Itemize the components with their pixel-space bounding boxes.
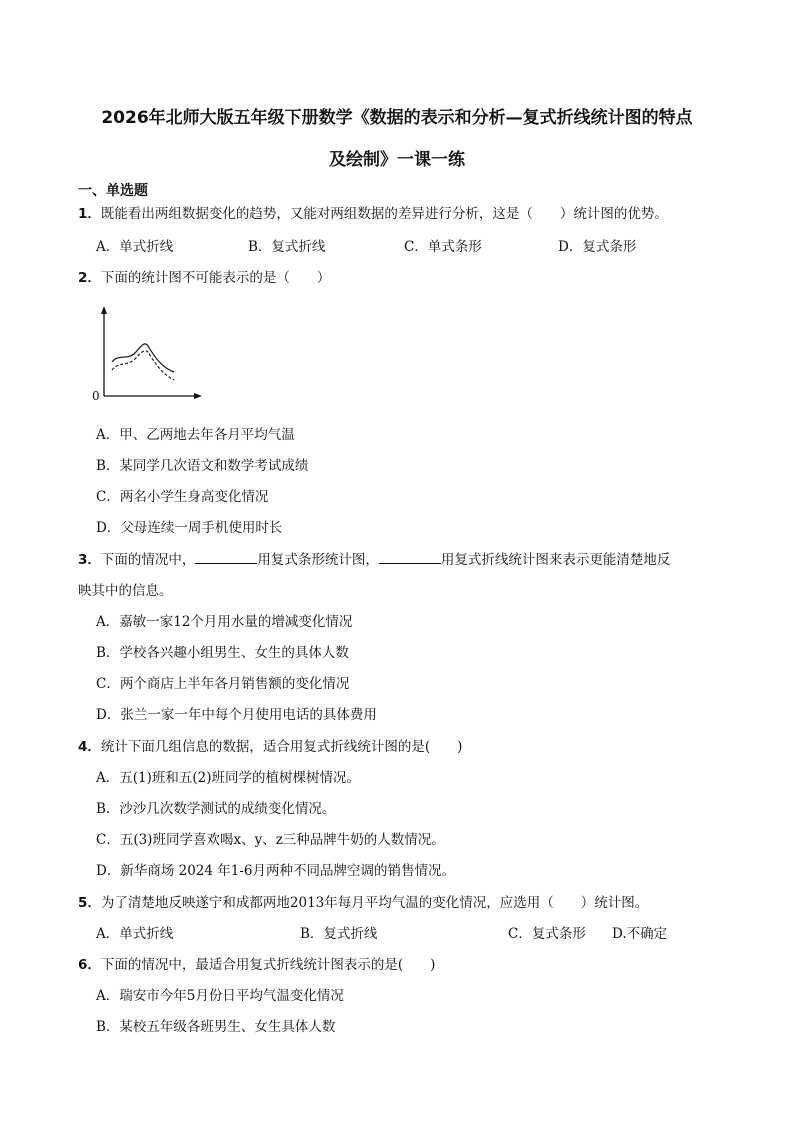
option-b: B．沙沙几次数学测试的成绩变化情况。 [96,801,336,817]
question-1-options [96,237,736,257]
question-text-part-3: 用复式折线统计图来表示更能清楚地反 [440,552,671,568]
option-a: A．甲、乙两地去年各月平均气温 [96,427,295,443]
option-b: B．某校五年级各班男生、女生具体人数 [96,1019,336,1035]
question-text: 既能看出两组数据变化的趋势，又能对两组数据的差异进行分析，这是（ ）统计图的优势。 [100,206,668,222]
option-d: D．父母连续一周手机使用时长 [96,520,283,536]
option-a: A．单式折线 [96,239,174,255]
section-heading: 一、单选题 [78,183,148,199]
option-d: D．张兰一家一年中每个月使用电话的具体费用 [96,707,377,723]
question-3 [78,545,728,576]
option-d: D．新华商场 2024 年1-6月两种不同品牌空调的销售情况。 [96,863,456,879]
question-number: 2． [78,270,101,286]
question-text: 统计下面几组信息的数据，适合用复式折线统计图的是( ) [100,739,463,755]
question-text-part-1: 下面的情况中， [100,552,196,568]
question-3-line-2: 映其中的信息。 [78,583,173,599]
question-number: 1． [78,206,101,222]
question-5 [78,888,728,919]
question-2 [78,263,728,294]
option-a: A．单式折线 [96,926,174,942]
question-number: 4． [78,739,101,755]
option-c: C．单式条形 [404,239,482,255]
option-c: C．五(3)班同学喜欢喝x、y、z三种品牌牛奶的人数情况。 [96,832,445,848]
question-text-part-2: 用复式条形统计图， [257,552,379,568]
option-a: A．瑞安市今年5月份日平均气温变化情况 [96,988,344,1004]
question-text: 下面的统计图不可能表示的是（ ） [100,270,331,286]
question-number: 6． [78,957,101,973]
answer-blank-1[interactable] [195,549,257,564]
origin-label: 0 [92,389,100,403]
option-c: C．复式条形 [508,926,586,942]
solid-line-series [112,344,174,372]
question-6 [78,950,728,981]
option-b: B．学校各兴趣小组男生、女生的具体人数 [96,645,349,661]
question-5-options [96,924,736,944]
dual-line-graph-figure [88,300,208,405]
option-d: D．复式条形 [558,239,637,255]
answer-blank-2[interactable] [379,549,441,564]
y-axis-arrow [101,306,107,314]
question-text: 下面的情况中，最适合用复式折线统计图表示的是( ) [100,957,436,973]
option-d: D.不确定 [612,926,668,942]
question-number: 5． [78,895,101,911]
option-a: A．嘉敏一家12个月用水量的增减变化情况 [96,614,353,630]
question-number: 3． [78,552,101,568]
option-b: B．复式折线 [248,239,326,255]
option-b: B．某同学几次语文和数学考试成绩 [96,458,309,474]
option-a: A．五(1)班和五(2)班同学的植树棵树情况。 [96,770,360,786]
option-b: B．复式折线 [300,926,378,942]
option-c: C．两个商店上半年各月销售额的变化情况 [96,676,350,692]
document-title-line-1: 2026年北师大版五年级下册数学《数据的表示和分析—复式折线统计图的特点 [101,108,693,128]
dashed-line-series [112,351,174,380]
question-text: 为了清楚地反映遂宁和成都两地2013年每月平均气温的变化情况，应选用（ ）统计图。 [100,895,649,911]
question-1 [78,199,728,230]
question-4 [78,732,728,763]
x-axis-arrow [194,393,202,399]
option-c: C．两名小学生身高变化情况 [96,489,269,505]
document-title-line-2: 及绘制》一课一练 [329,150,465,170]
